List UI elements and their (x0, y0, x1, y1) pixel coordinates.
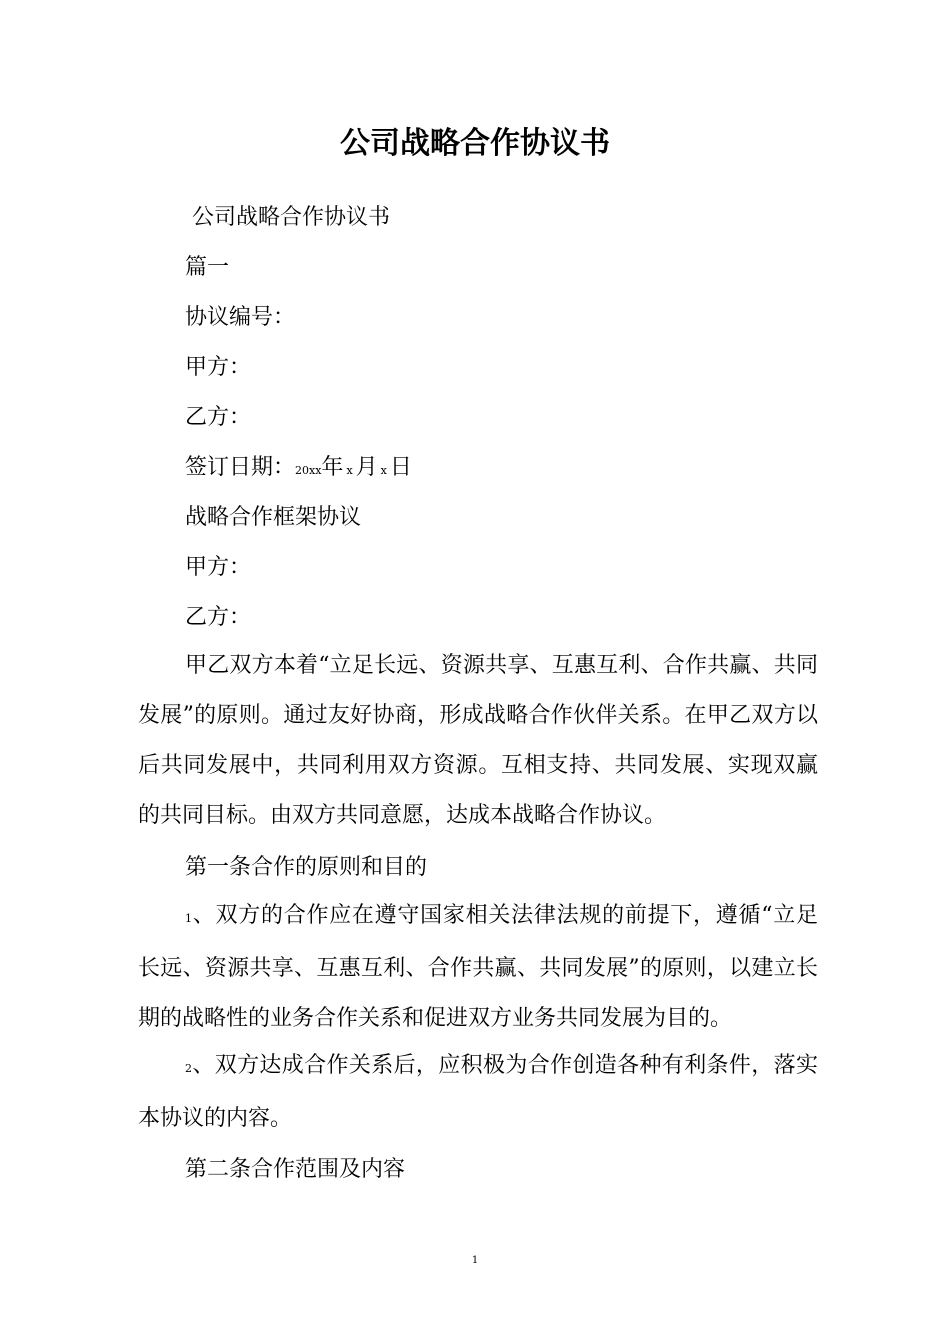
page-number: 1 (471, 1255, 479, 1266)
sign-month-char: 月 (355, 455, 378, 480)
article-1-item-2-text: 、双方达成合作关系后，应积极为合作创造各种有利条件，落实本协议的内容。 (138, 1053, 818, 1131)
sign-date-line (185, 453, 412, 486)
agreement-number-label: 协议编号： (185, 305, 296, 330)
party-b-label-2: 乙方： (185, 605, 252, 630)
sign-day-char: 日 (389, 455, 412, 480)
article-1-item-2 (138, 1041, 818, 1144)
article-1-item-2-number: 2 (185, 1062, 192, 1075)
sign-month-number: x (346, 464, 353, 477)
article-2-title: 第二条合作范围及内容 (185, 1157, 406, 1182)
article-1-item-1-number: 1 (185, 912, 192, 925)
party-a-label: 甲方： (185, 355, 252, 380)
document-subtitle: 公司战略合作协议书 (192, 205, 391, 230)
article-1-title: 第一条合作的原则和目的 (185, 855, 428, 880)
article-1-item-1 (138, 891, 818, 1044)
party-a-label-2: 甲方： (185, 555, 252, 580)
sign-day-number: x (380, 464, 387, 477)
document-title: 公司战略合作协议书 (340, 126, 610, 161)
sign-date-label: 签订日期： (185, 455, 296, 480)
intro-paragraph: 甲乙双方本着“立足长远、资源共享、互惠互利、合作共赢、共同发展”的原则。通过友好协商，形成战略合作伙伴关系。在甲乙双方以后共同发展中，共同利用双方资源。互相支持、共同发展、实现双赢的共同目标。由双方共同意愿，达成本战略合作协议。 (138, 653, 818, 828)
party-b-label: 乙方： (185, 405, 252, 430)
article-1-item-1-text: 、双方的合作应在遵守国家相关法律法规的前提下，遵循“立足长远、资源共享、互惠互利、合作共赢、共同发展”的原则，以建立长期的战略性的业务合作关系和促进双方业务共同发展为目的。 (138, 903, 818, 1031)
section-label: 篇一 (185, 255, 230, 280)
sign-year-number: 20xx (295, 464, 322, 477)
framework-agreement-title: 战略合作框架协议 (185, 505, 362, 530)
sign-year-char: 年 (321, 455, 344, 480)
